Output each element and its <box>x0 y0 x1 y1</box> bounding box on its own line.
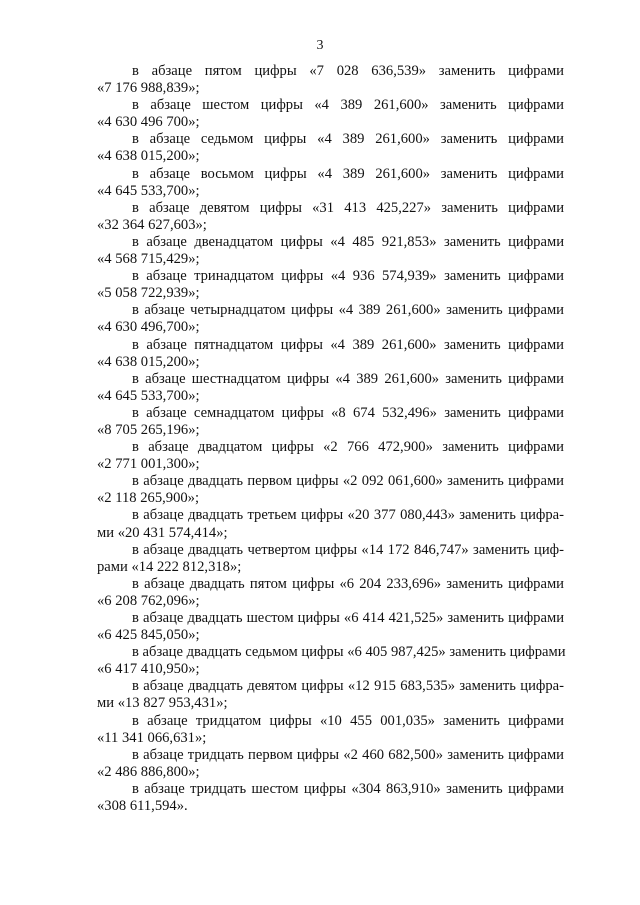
amendment-line-main: в абзаце восьмом цифры «4 389 261,600» заменить цифрами <box>132 165 564 182</box>
amendment-line-main: в абзаце шестнадцатом цифры «4 389 261,600» заменить цифрами <box>132 370 564 387</box>
amendment-line-main: в абзаце седьмом цифры «4 389 261,600» заменить цифрами <box>132 131 564 148</box>
page-number: 3 <box>316 38 324 53</box>
amendment-paragraph <box>97 713 564 747</box>
amendment-line-new-value: «2 486 886,800»; <box>97 763 200 780</box>
amendment-line-new-value: «6 208 762,096»; <box>97 592 200 609</box>
amendment-line-new-value: рами «14 222 812,318»; <box>97 558 242 575</box>
amendment-paragraph <box>97 781 564 815</box>
amendment-paragraph <box>97 439 564 473</box>
amendment-line-main: в абзаце пятнадцатом цифры «4 389 261,600» заменить цифрами <box>132 336 564 353</box>
amendment-line-main: в абзаце девятом цифры «31 413 425,227» заменить цифрами <box>132 199 564 216</box>
amendment-paragraph <box>97 131 564 165</box>
amendment-line-main: в абзаце шестом цифры «4 389 261,600» заменить цифрами <box>132 97 564 114</box>
amendment-line-new-value: «4 638 015,200»; <box>97 148 200 165</box>
amendment-line-new-value: «11 341 066,631»; <box>97 729 207 746</box>
amendment-line-new-value: «308 611,594». <box>97 798 188 815</box>
amendment-paragraph <box>97 234 564 268</box>
amendment-line-main: в абзаце тридцатом цифры «10 455 001,035» заменить цифрами <box>132 712 564 729</box>
amendment-line-main: в абзаце двадцать пятом цифры «6 204 233,696» заменить цифрами <box>132 575 564 592</box>
amendment-line-new-value: «4 638 015,200»; <box>97 353 200 370</box>
amendment-paragraph <box>97 747 564 781</box>
amendment-line-new-value: «5 058 722,939»; <box>97 285 200 302</box>
amendment-line-main: в абзаце двадцатом цифры «2 766 472,900» заменить цифрами <box>132 439 564 456</box>
amendment-line-new-value: «7 176 988,839»; <box>97 80 200 97</box>
amendment-line-new-value: «4 568 715,429»; <box>97 251 200 268</box>
amendment-line-new-value: «8 705 265,196»; <box>97 421 200 438</box>
amendment-list <box>97 63 564 815</box>
amendment-paragraph <box>97 644 564 678</box>
amendment-paragraph <box>97 405 564 439</box>
amendment-paragraph <box>97 166 564 200</box>
amendment-paragraph <box>97 371 564 405</box>
amendment-line-new-value: «6 417 410,950»; <box>97 661 200 678</box>
amendment-paragraph <box>97 337 564 371</box>
amendment-line-new-value: «32 364 627,603»; <box>97 216 207 233</box>
amendment-line-main: в абзаце двадцать первом цифры «2 092 061,600» заменить цифрами <box>132 473 564 490</box>
amendment-line-main: в абзаце тринадцатом цифры «4 936 574,939» заменить цифрами <box>132 268 564 285</box>
amendment-paragraph <box>97 576 564 610</box>
amendment-line-main: в абзаце двадцать девятом цифры «12 915 683,535» заменить цифра- <box>132 678 564 695</box>
amendment-line-main: в абзаце четырнадцатом цифры «4 389 261,600» заменить цифрами <box>132 302 564 319</box>
amendment-line-main: в абзаце тридцать шестом цифры «304 863,910» заменить цифрами <box>132 780 564 797</box>
amendment-line-main: в абзаце двадцать седьмом цифры «6 405 987,425» заменить цифрами <box>132 644 566 661</box>
amendment-line-new-value: ми «13 827 953,431»; <box>97 695 228 712</box>
amendment-paragraph <box>97 268 564 302</box>
amendment-line-main: в абзаце двадцать четвертом цифры «14 172 846,747» заменить циф- <box>132 541 564 558</box>
amendment-line-new-value: «4 630 496 700»; <box>97 114 200 131</box>
amendment-paragraph <box>97 507 564 541</box>
amendment-paragraph <box>97 200 564 234</box>
amendment-line-new-value: «6 425 845,050»; <box>97 627 200 644</box>
amendment-line-new-value: «2 771 001,300»; <box>97 456 200 473</box>
amendment-line-new-value: «4 645 533,700»; <box>97 387 200 404</box>
amendment-paragraph <box>97 610 564 644</box>
amendment-paragraph <box>97 63 564 97</box>
amendment-line-main: в абзаце двадцать шестом цифры «6 414 421,525» заменить цифрами <box>132 610 564 626</box>
amendment-line-new-value: «2 118 265,900»; <box>97 490 200 507</box>
amendment-line-new-value: ми «20 431 574,414»; <box>97 524 228 541</box>
amendment-line-main: в абзаце двадцать третьем цифры «20 377 080,443» заменить цифра- <box>132 507 564 524</box>
amendment-paragraph <box>97 97 564 131</box>
amendment-line-main: в абзаце пятом цифры «7 028 636,539» заменить цифрами <box>132 63 564 79</box>
amendment-line-main: в абзаце двенадцатом цифры «4 485 921,853» заменить цифрами <box>132 233 564 250</box>
amendment-line-new-value: «4 645 533,700»; <box>97 182 200 199</box>
amendment-line-main: в абзаце тридцать первом цифры «2 460 682,500» заменить цифрами <box>132 746 564 763</box>
amendment-paragraph <box>97 542 564 576</box>
amendment-paragraph <box>97 678 564 712</box>
amendment-line-main: в абзаце семнадцатом цифры «8 674 532,496» заменить цифрами <box>132 404 564 421</box>
amendment-paragraph <box>97 302 564 336</box>
amendment-line-new-value: «4 630 496,700»; <box>97 319 200 336</box>
amendment-paragraph <box>97 473 564 507</box>
